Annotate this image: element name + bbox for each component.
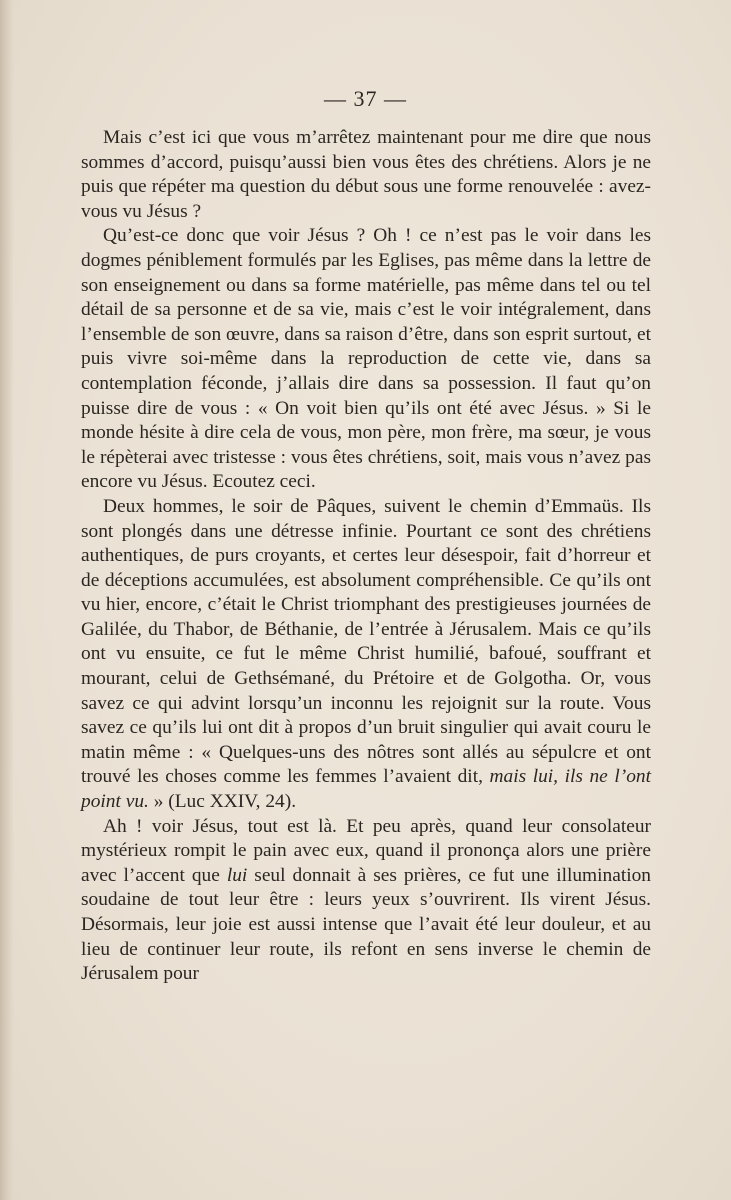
paragraph-4-text-after: seul donnait à ses prières, ce fut une illumination soudaine de tout leur être : leurs yeux s’ouvrirent. Ils virent Jésus. Désormais, leur joie est aussi intense que l’avait été leur douleur, et au lieu de continuer leur route, ils refont en sens inverse le chemin de Jérusalem pour [81, 864, 651, 985]
paragraph-3 [81, 495, 651, 815]
paragraph-1 [81, 126, 651, 224]
paragraph-2-text: Qu’est-ce donc que voir Jésus ? Oh ! ce n’est pas le voir dans les dogmes péniblement formulés par les Eglises, pas même dans la lettre de son enseignement ou dans sa forme matérielle, pas même dans tel ou tel détail de sa personne et de sa vie, mais c’est le voir intégralement, dans l’ensemble de son œuvre, dans sa raison d’être, dans son esprit surtout, et puis vivre soi-même dans la reproduction de cette vie, dans sa contemplation féconde, j’allais dire dans sa possession. Il faut qu’on puisse dire de vous : « On voit bien qu’ils ont été avec Jésus. » Si le monde hésite à dire cela de vous, mon père, mon frère, ma sœur, je vous le répèterai avec tristesse : vous êtes chrétiens, soit, mais vous n’avez pas encore vu Jésus. Ecoutez ceci. [81, 225, 651, 493]
page-gutter-shadow [0, 0, 14, 1200]
paragraph-1-text: Mais c’est ici que vous m’arrêtez maintenant pour me dire que nous sommes d’accord, puisqu’aussi bien vous êtes des chrétiens. Alors je ne puis que répéter ma question du début sous une forme renouvelée : avez-vous vu Jésus ? [81, 127, 651, 222]
paragraph-3-italic-quote: mais lui, ils ne l’ont point vu. [81, 766, 651, 813]
body-text [81, 126, 651, 987]
paragraph-2 [81, 224, 651, 495]
paragraph-3-text-before: Deux hommes, le soir de Pâques, suivent le chemin d’Emmaüs. Ils sont plongés dans une détresse infinie. Pourtant ce sont des chrétiens authentiques, de purs croyants, et certes leur désespoir, fait d’horreur et de déceptions accumulées, est absolument compréhensible. Ce qu’ils ont vu hier, encore, c’était le Christ triomphant des prestigieuses journées de Galilée, du Thabor, de Béthanie, de l’entrée à Jérusalem. Mais ce qu’ils ont vu ensuite, ce fut le même Christ humilié, bafoué, souffrant et mourant, celui de Gethsémané, du Prétoire et de Golgotha. Or, vous savez ce qui advint lorsqu’un inconnu les rejoignit sur la route. Vous savez ce qu’ils lui ont dit à propos d’un bruit singulier qui avait couru le matin même : « Quelques-uns des nôtres sont allés au sépulcre et ont trouvé les choses comme les femmes l’avaient dit, [81, 495, 651, 788]
page-number: — 37 — [324, 86, 407, 111]
paragraph-4 [81, 815, 651, 987]
paragraph-4-text-before: Ah ! voir Jésus, tout est là. Et peu après, quand leur consolateur mystérieux rompit le pain avec eux, quand il prononça alors une prière avec l’accent que [81, 815, 651, 886]
paragraph-3-text-after: » (Luc XXIV, 24). [148, 791, 297, 813]
paragraph-4-italic-word: lui [226, 864, 248, 886]
